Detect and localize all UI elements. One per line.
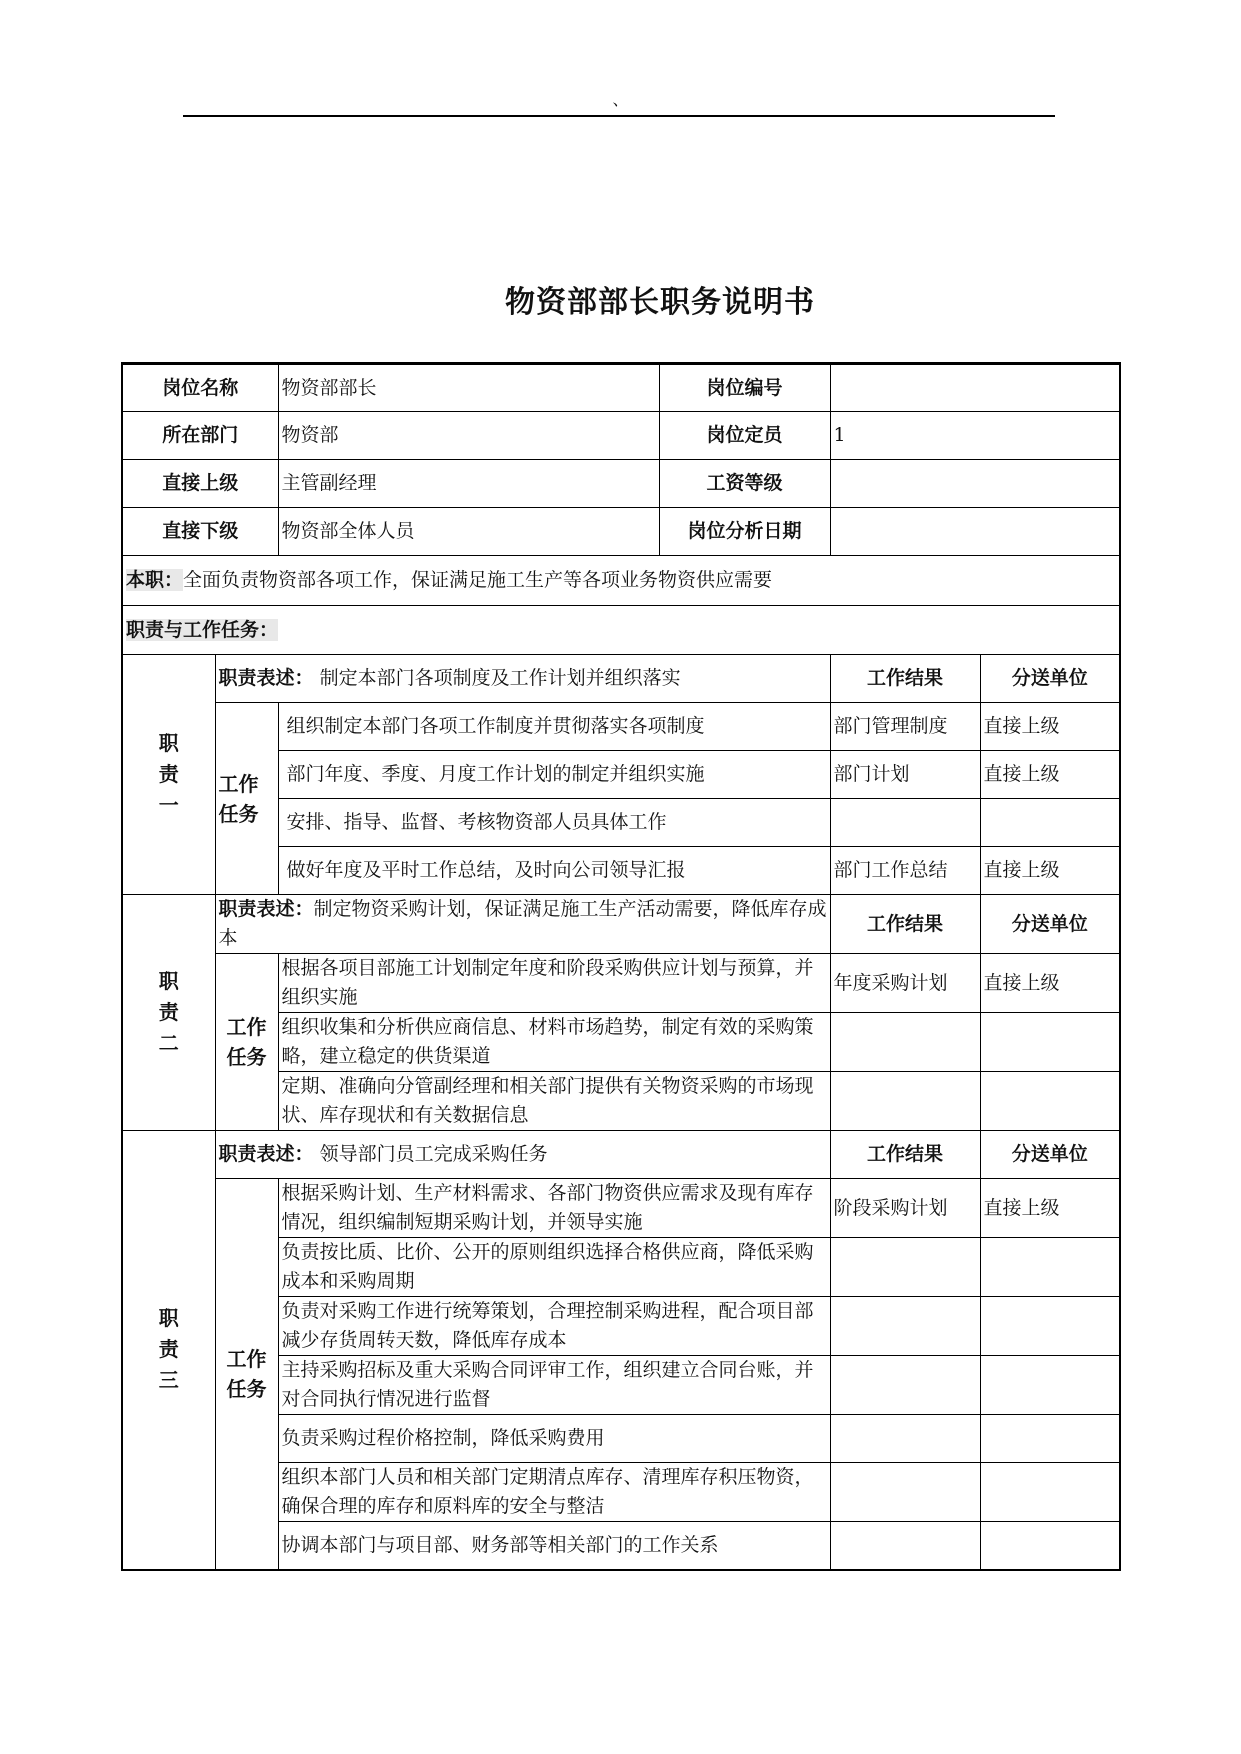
task-row [122,954,1120,1013]
task-text: 组织制定本部门各项工作制度并贯彻落实各项制度 [278,703,830,751]
task-dest [980,1463,1120,1522]
task-text: 定期、准确向分管副经理和相关部门提供有关物资采购的市场现状、库存现状和有关数据信息 [278,1072,830,1131]
info-value [830,508,1120,556]
task-row [122,1179,1120,1238]
task-result [830,1238,980,1297]
col-result-header: 工作结果 [830,1131,980,1179]
benzhi-text: 全面负责物资部各项工作，保证满足施工生产等各项业务物资供应需要 [183,569,773,591]
work-task-label-cell [215,703,278,895]
task-dest [980,799,1120,847]
task-dest [980,1072,1120,1131]
info-label: 岗位编号 [659,364,830,412]
document-title: 物资部部长职务说明书 [505,285,815,320]
duty-name-char: 责 [158,762,179,786]
col-dest-header: 分送单位 [980,895,1120,954]
work-task-label: 任务 [226,1376,267,1401]
info-value: 主管副经理 [278,460,659,508]
duty-desc-label: 职责表述： [218,1143,314,1165]
duty-name-char: 职 [158,1306,179,1331]
duty-header-row [122,895,1120,954]
task-text: 根据采购计划、生产材料需求、各部门物资供应需求及现有库存情况，组织编制短期采购计划，并领导实施 [278,1179,830,1238]
task-text: 主持采购招标及重大采购合同评审工作，组织建立合同台账，并对合同执行情况进行监督 [278,1356,830,1415]
task-result [830,1013,980,1072]
info-row [122,508,1120,556]
task-text: 安排、指导、监督、考核物资部人员具体工作 [278,799,830,847]
info-row [122,412,1120,460]
info-value: 物资部 [278,412,659,460]
duty-desc-label: 职责表述： [218,898,314,920]
task-dest [980,1013,1120,1072]
duty-name-char: 三 [158,1368,179,1393]
info-label: 岗位名称 [122,364,278,412]
duty-desc-text: 制定物资采购计划，保证满足施工生产活动需要，降低库存成本 [218,898,827,949]
task-row [122,703,1120,751]
info-row [122,364,1120,412]
benzhi-cell [122,556,1120,606]
task-text: 组织收集和分析供应商信息、材料市场趋势，制定有效的采购策略，建立稳定的供货渠道 [278,1013,830,1072]
duty-name-cell [122,1131,215,1570]
info-label: 所在部门 [122,412,278,460]
info-row [122,460,1120,508]
task-dest: 直接上级 [980,703,1120,751]
info-label: 直接下级 [122,508,278,556]
duty-name-char: 责 [158,1000,179,1024]
col-result-header: 工作结果 [830,655,980,703]
task-result: 部门工作总结 [830,847,980,895]
duty-name-char: 二 [158,1031,179,1055]
task-result: 年度采购计划 [830,954,980,1013]
task-result: 阶段采购计划 [830,1179,980,1238]
duty-name-char: 责 [158,1337,179,1362]
info-value [830,460,1120,508]
info-value [830,364,1120,412]
duty-name-char: 职 [158,731,179,755]
duty-desc-text: 制定本部门各项制度及工作计划并组织落实 [319,667,681,689]
task-text: 组织本部门人员和相关部门定期清点库存、清理库存积压物资，确保合理的库存和原料库的安全与整洁 [278,1463,830,1522]
info-value: 物资部全体人员 [278,508,659,556]
duty-name-cell [122,655,215,895]
duty-desc-cell [215,895,830,954]
task-dest: 直接上级 [980,954,1120,1013]
work-task-label: 任务 [218,801,259,826]
task-dest [980,1238,1120,1297]
task-result [830,1522,980,1570]
task-dest [980,1297,1120,1356]
work-task-label: 工作 [218,771,259,796]
task-result [830,1356,980,1415]
section-title-cell [122,606,1120,655]
work-task-label-cell [215,954,278,1131]
header-rule [183,115,1055,117]
duty-desc-text: 领导部门员工完成采购任务 [319,1143,548,1165]
col-dest-header: 分送单位 [980,1131,1120,1179]
task-result [830,799,980,847]
duty-header-row [122,1131,1120,1179]
task-result [830,1297,980,1356]
info-label: 工资等级 [659,460,830,508]
duty-desc-cell [215,655,830,703]
info-value: 1 [830,412,1120,460]
task-text: 负责采购过程价格控制，降低采购费用 [278,1415,830,1463]
task-dest [980,1522,1120,1570]
task-text: 协调本部门与项目部、财务部等相关部门的工作关系 [278,1522,830,1570]
section-title: 职责与工作任务： [126,618,279,641]
task-dest [980,1356,1120,1415]
task-text: 根据各项目部施工计划制定年度和阶段采购供应计划与预算，并组织实施 [278,954,830,1013]
duty-name-char: 一 [158,793,179,817]
task-text: 部门年度、季度、月度工作计划的制定并组织实施 [278,751,830,799]
task-dest: 直接上级 [980,1179,1120,1238]
task-result: 部门计划 [830,751,980,799]
benzhi-label: 本职： [126,569,184,591]
task-text: 做好年度及平时工作总结，及时向公司领导汇报 [278,847,830,895]
task-dest [980,1415,1120,1463]
job-description-table [121,362,1121,1571]
duty-name-char: 职 [158,969,179,993]
info-value: 物资部部长 [278,364,659,412]
work-task-label-cell [215,1179,278,1570]
duty-header-row [122,655,1120,703]
col-result-header: 工作结果 [830,895,980,954]
task-dest: 直接上级 [980,847,1120,895]
info-label: 岗位分析日期 [659,508,830,556]
header-mark: 、 [612,90,629,109]
benzhi-row [122,556,1120,606]
info-label: 直接上级 [122,460,278,508]
work-task-label: 工作 [226,1346,267,1371]
info-label: 岗位定员 [659,412,830,460]
duty-desc-label: 职责表述： [218,667,314,689]
col-dest-header: 分送单位 [980,655,1120,703]
duty-desc-cell [215,1131,830,1179]
task-text: 负责按比质、比价、公开的原则组织选择合格供应商，降低采购成本和采购周期 [278,1238,830,1297]
task-text: 负责对采购工作进行统筹策划，合理控制采购进程，配合项目部减少存货周转天数，降低库存成本 [278,1297,830,1356]
task-result [830,1463,980,1522]
duty-name-cell [122,895,215,1131]
task-result [830,1415,980,1463]
task-result: 部门管理制度 [830,703,980,751]
work-task-label: 任务 [226,1045,267,1069]
section-title-row [122,606,1120,655]
task-dest: 直接上级 [980,751,1120,799]
task-result [830,1072,980,1131]
work-task-label: 工作 [226,1015,267,1039]
